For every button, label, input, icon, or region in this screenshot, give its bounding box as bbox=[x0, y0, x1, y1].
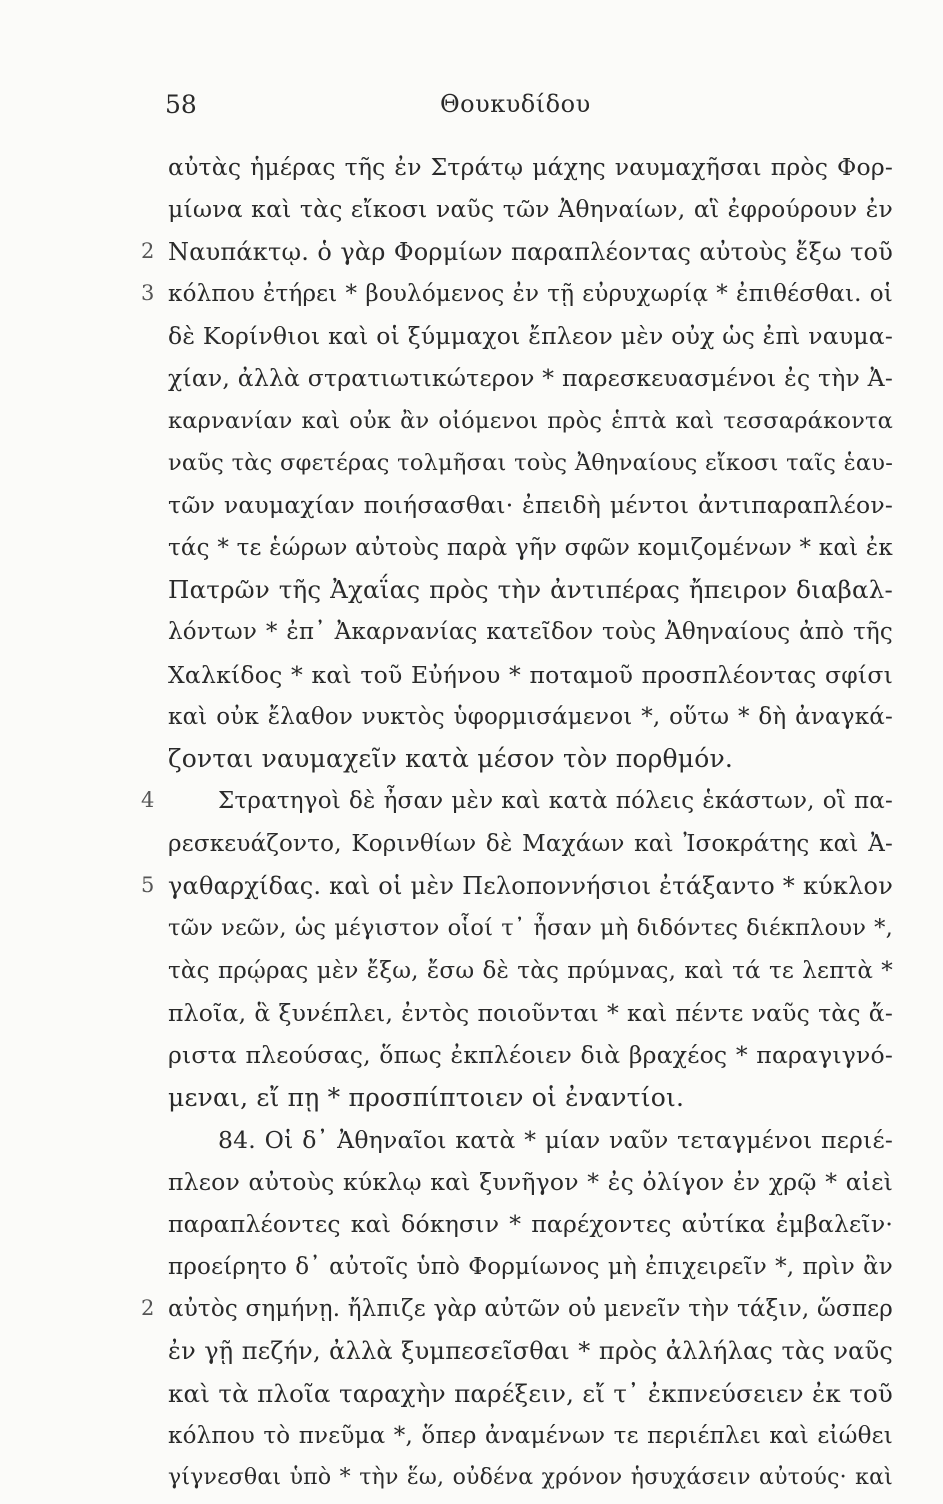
text-line bbox=[0, 488, 943, 530]
section-number: 4 bbox=[141, 788, 155, 813]
text-line bbox=[0, 235, 943, 277]
text-line bbox=[0, 1334, 943, 1376]
section-number: 2 bbox=[141, 238, 155, 263]
line-text: καρνανίαν καὶ οὐκ ἂν οἰόμενοι πρὸς ἑπτὰ καὶ τεσσαράκοντα bbox=[168, 407, 893, 434]
text-line bbox=[0, 996, 943, 1038]
line-text: χίαν, ἀλλὰ στρατιωτικώτερον * παρεσκευασμένοι ἐς τὴν Ἀ- bbox=[168, 364, 893, 393]
line-text: Χαλκίδος * καὶ τοῦ Εὐήνου * ποταμοῦ προσπλέοντας σφίσι bbox=[168, 660, 893, 689]
line-text: προείρητο δ᾽ αὐτοῖς ὑπὸ Φορμίωνος μὴ ἐπιχειρεῖν *, πρὶν ἂν bbox=[168, 1253, 893, 1280]
text-line bbox=[0, 827, 943, 869]
text-line bbox=[0, 700, 943, 742]
text-line bbox=[0, 1419, 943, 1461]
text-line bbox=[0, 1461, 943, 1503]
section-number: 2 bbox=[141, 1296, 155, 1321]
line-text: τάς * τε ἑώρων αὐτοὺς παρὰ γῆν σφῶν κομιζομένων * καὶ ἐκ bbox=[168, 534, 893, 561]
text-line bbox=[0, 1165, 943, 1207]
text-line bbox=[0, 319, 943, 361]
line-text: ἐν γῇ πεζήν, ἀλλὰ ξυμπεσεῖσθαι * πρὸς ἀλλήλας τὰς ναῦς bbox=[168, 1337, 893, 1366]
line-text: ρεσκευάζοντο, Κορινθίων δὲ Μαχάων καὶ Ἰσοκράτης καὶ Ἀ- bbox=[168, 830, 893, 857]
line-text: καὶ τὰ πλοῖα ταραχὴν παρέξειν, εἴ τ᾽ ἐκπνεύσειεν ἐκ τοῦ bbox=[168, 1378, 893, 1408]
line-text: καὶ οὐκ ἔλαθον νυκτὸς ὑφορμισάμενοι *, οὕτω * δὴ ἀναγκά- bbox=[168, 703, 893, 730]
running-head: Θουκυδίδου bbox=[440, 90, 591, 118]
text-line bbox=[0, 531, 943, 573]
line-text: τῶν ναυμαχίαν ποιήσασθαι· ἐπειδὴ μέντοι ἀντιπαραπλέον- bbox=[168, 491, 893, 520]
text-line bbox=[0, 192, 943, 234]
text-line bbox=[0, 954, 943, 996]
text-line bbox=[0, 784, 943, 826]
text-line bbox=[0, 911, 943, 953]
line-text: παραπλέοντες καὶ δόκησιν * παρέχοντες αὐτίκα ἐμβαλεῖν· bbox=[168, 1210, 893, 1239]
line-text: Πατρῶν τῆς Ἀχαΐας πρὸς τὴν ἀντιπέρας ἤπειρον διαβαλ- bbox=[168, 574, 893, 604]
main-text-block bbox=[0, 150, 943, 1504]
line-text: ναῦς τὰς σφετέρας τολμῆσαι τοὺς Ἀθηναίους εἴκοσι ταῖς ἑαυ- bbox=[168, 450, 893, 477]
line-text: 84. Οἱ δ᾽ Ἀθηναῖοι κατὰ * μίαν ναῦν τεταγμένοι περιέ- bbox=[218, 1125, 893, 1154]
text-line bbox=[0, 1038, 943, 1080]
line-text: πλεον αὐτοὺς κύκλῳ καὶ ξυνῆγον * ἐς ὀλίγον ἐν χρῷ * αἰεὶ bbox=[168, 1168, 893, 1197]
line-text: κόλπου ἐτήρει * βουλόμενος ἐν τῇ εὐρυχωρίᾳ * ἐπιθέσθαι. οἱ bbox=[168, 280, 893, 307]
text-line bbox=[0, 658, 943, 700]
line-text: αὐτὸς σημήνῃ. ἤλπιζε γὰρ αὐτῶν οὐ μενεῖν τὴν τάξιν, ὥσπερ bbox=[168, 1296, 893, 1323]
line-text: λόντων * ἐπ᾽ Ἀκαρνανίας κατεῖδον τοὺς Ἀθηναίους ἀπὸ τῆς bbox=[168, 619, 893, 646]
line-text: μίωνα καὶ τὰς εἴκοσι ναῦς τῶν Ἀθηναίων, αἳ ἐφρούρουν ἐν bbox=[168, 195, 893, 224]
line-text: αὐτὰς ἡμέρας τῆς ἐν Στράτῳ μάχης ναυμαχῆσαι πρὸς Φορ- bbox=[168, 153, 893, 181]
text-line bbox=[0, 742, 943, 784]
text-line bbox=[0, 1081, 943, 1123]
section-number: 5 bbox=[141, 873, 155, 898]
line-text: γαθαρχίδας. καὶ οἱ μὲν Πελοποννήσιοι ἐτάξαντο * κύκλον bbox=[168, 872, 893, 901]
text-line bbox=[0, 1250, 943, 1292]
line-text: γίγνεσθαι ὑπὸ * τὴν ἕω, οὐδένα χρόνον ἡσυχάσειν αὐτούς· καὶ bbox=[168, 1465, 893, 1491]
text-line bbox=[0, 361, 943, 403]
line-text: ζονται ναυμαχεῖν κατὰ μέσον τὸν πορθμόν. bbox=[168, 744, 734, 774]
line-text: τὰς πρῴρας μὲν ἔξω, ἔσω δὲ τὰς πρύμνας, καὶ τά τε λεπτὰ * bbox=[168, 957, 893, 984]
text-line bbox=[0, 1207, 943, 1249]
text-line bbox=[0, 404, 943, 446]
page-number: 58 bbox=[165, 90, 197, 119]
line-text: Ναυπάκτῳ. ὁ γὰρ Φορμίων παραπλέοντας αὐτοὺς ἔξω τοῦ bbox=[168, 237, 893, 266]
text-line bbox=[0, 615, 943, 657]
text-line bbox=[0, 150, 943, 192]
text-line bbox=[0, 277, 943, 319]
section-number: 3 bbox=[141, 280, 155, 305]
page-header bbox=[0, 90, 943, 124]
line-text: κόλπου τὸ πνεῦμα *, ὅπερ ἀναμένων τε περιέπλει καὶ εἰώθει bbox=[168, 1422, 893, 1449]
line-text: πλοῖα, ἃ ξυνέπλει, ἐντὸς ποιοῦνται * καὶ πέντε ναῦς τὰς ἄ- bbox=[168, 998, 893, 1027]
text-line bbox=[0, 1123, 943, 1165]
line-text: ριστα πλεούσας, ὅπως ἐκπλέοιεν διὰ βραχέος * παραγιγνό- bbox=[168, 1041, 893, 1070]
line-text: τῶν νεῶν, ὡς μέγιστον οἷοί τ᾽ ἦσαν μὴ διδόντες διέκπλουν *, bbox=[168, 915, 893, 942]
line-text: μεναι, εἴ πῃ * προσπίπτοιεν οἱ ἐναντίοι. bbox=[168, 1082, 685, 1112]
text-line bbox=[0, 1292, 943, 1334]
text-line bbox=[0, 573, 943, 615]
text-line bbox=[0, 446, 943, 488]
line-text: δὲ Κορίνθιοι καὶ οἱ ξύμμαχοι ἔπλεον μὲν οὐχ ὡς ἐπὶ ναυμα- bbox=[168, 322, 893, 351]
line-text: Στρατηγοὶ δὲ ἦσαν μὲν καὶ κατὰ πόλεις ἑκάστων, οἳ πα- bbox=[218, 788, 893, 815]
text-line bbox=[0, 869, 943, 911]
text-line bbox=[0, 1377, 943, 1419]
